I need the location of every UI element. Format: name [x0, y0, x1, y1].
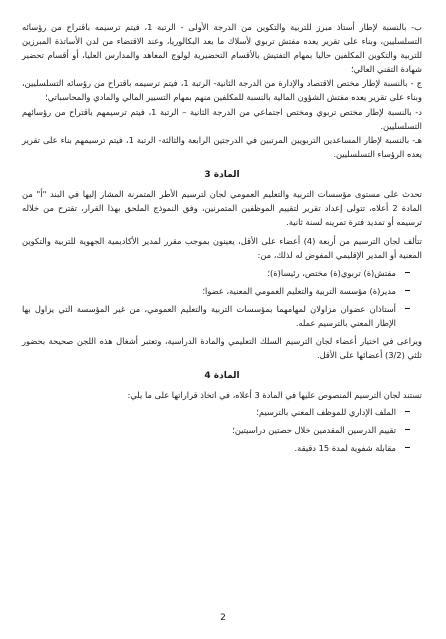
list-item: مفتش(ة) تربوي(ة) مختص، رئيسا(ة)؛: [22, 266, 396, 280]
article-4-heading: المادة 4: [204, 371, 240, 382]
article-3-paragraph-3: ويراعى في اختيار أعضاء لجان الترسيم السلك التعليمي والمادة الدراسية، وتعتبر أشغال هذه اللجن صحيحة بحضور ثلثي (3/2) أعضائها على الأقل.: [22, 335, 422, 360]
paragraph-j: ج - بالنسبة لإطار مختص الاقتصاد والإدارة من الدرجة الثانية- الرتبة 1، فيتم ترسيمه باقتراح من رؤسائه التسلسليين، وبناء على تقرير يعده مفتش الشؤون المالية بالنسبة للمكلفين منهم بمهام التسيير المالي والمادي والمحاسباتي؛: [22, 78, 422, 103]
spacer: [22, 362, 422, 367]
list-item: الملف الإداري للموظف المعني بالترسيم؛: [22, 405, 396, 419]
paragraph-b: ب- بالنسبة لإطار أستاذ مبرز للتربية والتكوين من الدرجة الأولى - الرتبة 1، فيتم ترسيمه باقتراح من رؤسائه التسلسليين، وبناء على تقرير يعده مفتش تربوي لأسلاك ما بعد البكالوريا، وعند الاقتضاء من لدن الأساتذة المبرزين للتربية والتكوين المكلفين حاليا بمهام التفتيش بالأقسام التحضيرية لولوج المعاهد والمدارس العليا، أو أقسام تحضير شهادة التقني العالي؛: [22, 22, 422, 75]
list-item: مدير(ة) مؤسسة التربية والتعليم العمومي المعنية، عضوا؛: [22, 284, 396, 298]
page-number: 2: [220, 612, 226, 623]
list-item: تقييم الدرسين المقدمين خلال حصتين دراسيتين؛: [22, 423, 396, 437]
committee-members-list: [22, 266, 422, 330]
article-3-paragraph-1: تحدث على مستوى مؤسسات التربية والتعليم العمومي لجان لترسيم الأطر المتمرنة المشار إليها في البند "أ" من المادة 2 أعلاه، تتولى إعداد تقرير لتقييم الموظفين المتمرنين، وفق النموذج الملحق بهذا القرار، تقترح من خلاله ترسيمه أو تمديد فترة تمرينه لسنة ثانية.: [22, 189, 422, 228]
list-item: مقابلة شفوية لمدة 15 دقيقة.: [22, 441, 396, 455]
paragraph-d: د- بالنسبة لإطار مختص تربوي ومختص اجتماعي من الدرجة الثانية – الرتبة 1، فيتم ترسيمهم باقتراح من رؤسائهم التسلسليين.: [22, 106, 422, 131]
spacer: [22, 161, 422, 166]
article-4-paragraph-1: تستند لجان الترسيم المنصوص عليها في المادة 3 أعلاه، في اتخاذ قراراتها على ما يلي:: [127, 390, 422, 401]
paragraph-h: هـ- بالنسبة لإطار المساعدين التربويين المرتبين في الدرجتين الرابعة والثالثة- الرتبة 1، فيتم ترسيمهم بناء على تقرير يعده الرؤساء التسلسليين.: [22, 134, 422, 159]
list-item: أستاذان عضوان مزاولان لمهامهما بمؤسسات التربية والتعليم العمومي، من غير المؤسسة التي يزاول بها الإطار المعني بالترسيم عمله.: [22, 302, 396, 330]
article-3-paragraph-2: تتألف لجان الترسيم من أربعة (4) أعضاء على الأقل، يعينون بموجب مقرر لمدير الأكاديمية الجهوية للتربية والتكوين المعنية أو المدير الإقليمي المفوض له لذلك، من:: [22, 236, 422, 261]
article-3-heading: المادة 3: [204, 169, 240, 180]
decision-criteria-list: [22, 405, 422, 455]
